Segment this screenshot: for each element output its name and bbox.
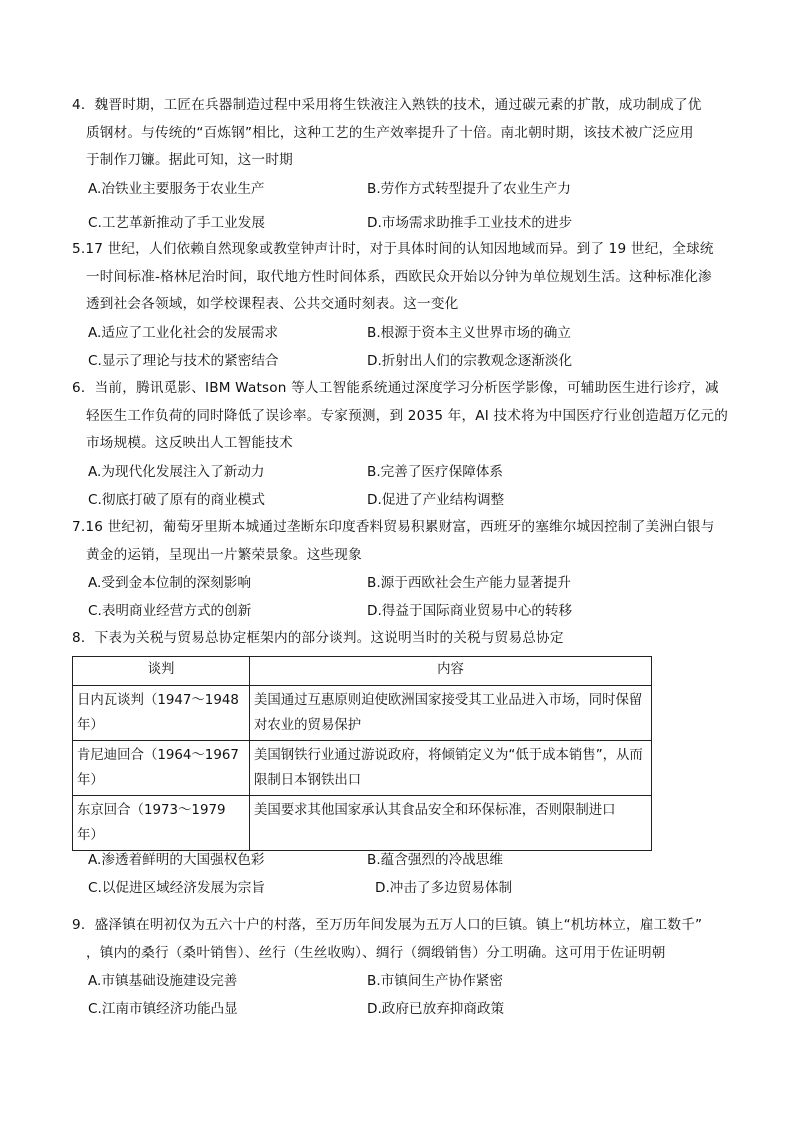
option-b: B.完善了医疗保障体系 [367, 463, 503, 480]
table-cell-negotiation: 日内瓦谈判（1947～1948 年） [73, 686, 250, 741]
option-c: C.以促进区域经济发展为宗旨 [88, 880, 265, 896]
stem-line: 于制作刀镰。据此可知，这一时期 [86, 152, 293, 168]
question-7 [72, 514, 732, 625]
option-c: C.显示了理论与技术的紧密结合 [88, 352, 279, 369]
option-c: C.工艺革新推动了手工业发展 [88, 214, 265, 231]
option-b: B.源于西欧社会生产能力显著提升 [367, 575, 571, 591]
table-cell-content: 美国钢铁行业通过游说政府，将倾销定义为“低于成本销售”，从而限制日本钢铁出口 [250, 741, 652, 796]
stem-line: 6．当前，腾讯觅影、IBM Watson 等人工智能系统通过深度学习分析医学影像，可辅助医生进行诊疗，减 [72, 380, 719, 396]
options-row [72, 319, 732, 347]
stem-line: 轻医生工作负荷的同时降低了误诊率。专家预测，到 2035 年，AI 技术将为中国医疗行业创造超万亿元的 [86, 407, 729, 424]
option-c: C.江南市镇经济功能凸显 [88, 1001, 238, 1017]
option-d: D.折射出人们的宗教观念逐渐淡化 [367, 352, 573, 369]
option-d: D.市场需求助推手工业技术的进步 [367, 214, 573, 231]
options-row [72, 569, 732, 597]
table-row [73, 796, 652, 851]
stem-line: 透到社会各领域，如学校课程表、公共交通时刻表。这一变化 [86, 296, 459, 312]
question-stem [72, 375, 732, 458]
stem-line: 市场规模。这反映出人工智能技术 [86, 435, 293, 451]
option-d: D.促进了产业结构调整 [367, 491, 505, 508]
negotiations-table [72, 656, 652, 851]
option-c: C.表明商业经营方式的创新 [88, 603, 252, 619]
table-header-negotiation: 谈判 [73, 657, 250, 686]
question-stem [72, 912, 732, 967]
option-a: A.冶铁业主要服务于农业生产 [88, 180, 265, 197]
options-row [72, 967, 732, 995]
table-cell-negotiation: 肯尼迪回合（1964～1967 年） [73, 741, 250, 796]
options-row [72, 597, 732, 625]
option-c: C.彻底打破了原有的商业模式 [88, 491, 265, 508]
table-cell-content: 美国要求其他国家承认其食品安全和环保标准，否则限制进口 [250, 796, 652, 851]
question-stem [72, 514, 732, 569]
options-row [72, 175, 732, 203]
options-row [72, 458, 732, 486]
question-4 [72, 92, 732, 237]
question-6 [72, 375, 732, 514]
option-a: A.受到金本位制的深刻影响 [88, 575, 251, 591]
question-8-options [72, 846, 732, 902]
stem-line: 一时间标准-格林尼治时间，取代地方性时间体系，西欧民众开始以分钟为单位规划生活。这种标准化渗 [86, 268, 712, 285]
option-b: B.根源于资本主义世界市场的确立 [367, 324, 571, 341]
stem-line: 9．盛泽镇在明初仅为五六十户的村落，至万历年间发展为五万人口的巨镇。镇上“机坊林立，雇工数千” [72, 917, 703, 933]
option-b: B.蕴含强烈的冷战思维 [367, 852, 503, 868]
option-b: B.市镇间生产协作紧密 [367, 973, 503, 989]
question-stem: 8．下表为关税与贸易总协定框架内的部分谈判。这说明当时的关税与贸易总协定 [72, 630, 564, 646]
stem-line: ，镇内的桑行（桑叶销售）、丝行（生丝收购）、绸行（绸缎销售）分工明确。这可用于佐证明朝 [86, 944, 666, 961]
table-header-row [73, 657, 652, 686]
options-row [72, 874, 732, 902]
table-row [73, 741, 652, 796]
option-d: D.得益于国际商业贸易中心的转移 [367, 603, 573, 619]
question-stem [72, 92, 732, 175]
question-5 [72, 236, 732, 375]
stem-line: 5.17 世纪，人们依赖自然现象或教堂钟声计时，对于具体时间的认知因地域而异。到了 19 世纪，全球统 [72, 241, 714, 257]
option-a: A.市镇基础设施建设完善 [88, 973, 238, 989]
option-d: D.冲击了多边贸易体制 [375, 880, 513, 896]
question-9 [72, 912, 732, 1023]
table-header-content: 内容 [250, 657, 652, 686]
stem-line: 4．魏晋时期，工匠在兵器制造过程中采用将生铁液注入熟铁的技术，通过碳元素的扩散，成功制成了优 [72, 97, 702, 113]
option-a: A.为现代化发展注入了新动力 [88, 463, 265, 480]
option-d: D.政府已放弃抑商政策 [367, 1001, 505, 1017]
option-a: A.适应了工业化社会的发展需求 [88, 324, 279, 341]
question-8 [72, 625, 732, 653]
options-row [72, 995, 732, 1023]
option-b: B.劳作方式转型提升了农业生产力 [367, 180, 571, 197]
stem-line: 黄金的运销，呈现出一片繁荣景象。这些现象 [86, 546, 362, 563]
table-row [73, 686, 652, 741]
option-a: A.渗透着鲜明的大国强权色彩 [88, 852, 265, 868]
stem-line: 7.16 世纪初，葡萄牙里斯本城通过垄断东印度香料贸易积累财富，西班牙的塞维尔城因控制了美洲白银与 [72, 519, 715, 535]
options-row [72, 209, 732, 237]
options-row [72, 846, 732, 874]
table-cell-negotiation: 东京回合（1973～1979 年） [73, 796, 250, 851]
stem-line: 质钢材。与传统的“百炼钢”相比，这种工艺的生产效率提升了十倍。南北朝时期，该技术被广泛应用 [86, 124, 694, 141]
options-row [72, 486, 732, 514]
table-cell-content: 美国通过互惠原则迫使欧洲国家接受其工业品进入市场，同时保留对农业的贸易保护 [250, 686, 652, 741]
question-stem [72, 236, 732, 319]
options-row [72, 347, 732, 375]
